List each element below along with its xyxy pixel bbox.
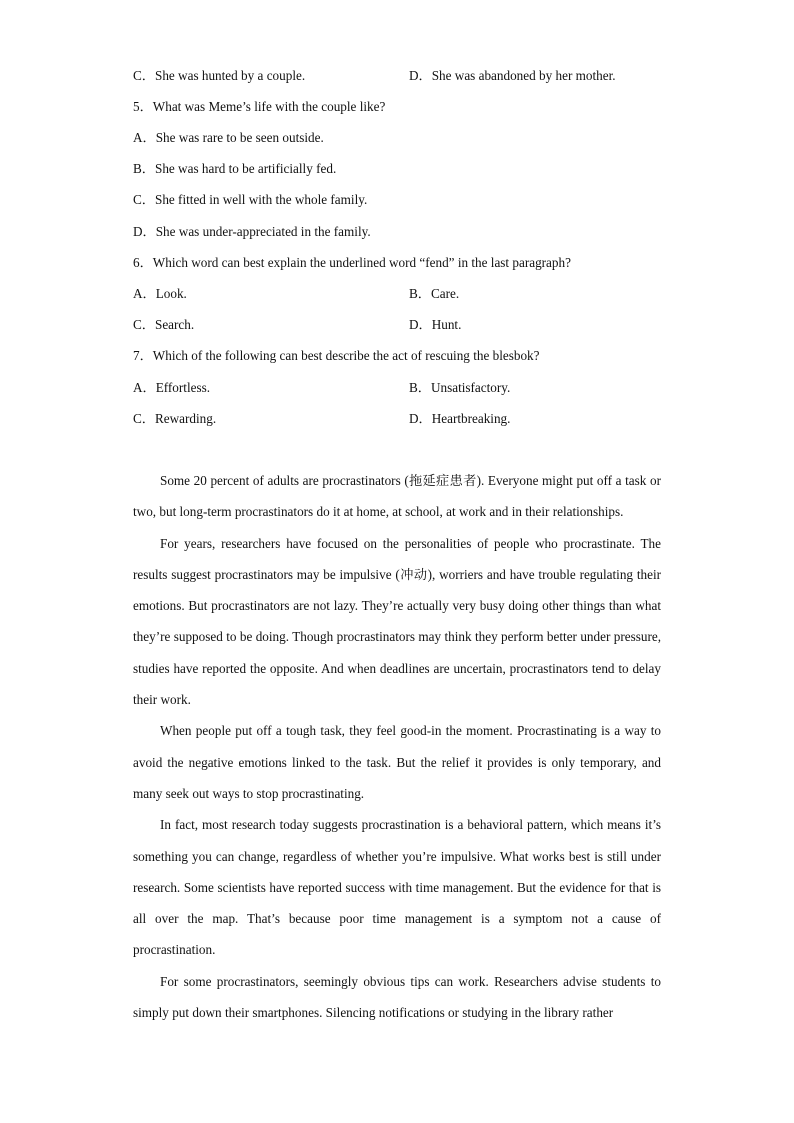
q7-option-c: C．Rewarding. [133, 411, 217, 426]
q5-stem: 5．What was Meme’s life with the couple like? [133, 99, 386, 114]
q6-option-d: D．Hunt. [409, 317, 462, 332]
q4-option-c: C．She was hunted by a couple. [133, 68, 306, 83]
q7-option-d: D．Heartbreaking. [409, 411, 511, 426]
q6-stem: 6．Which word can best explain the underlined word “fend” in the last paragraph? [133, 255, 571, 270]
q5-option-b: B．She was hard to be artificially fed. [133, 161, 337, 176]
q7-option-a: A．Effortless. [133, 380, 211, 395]
passage-paragraph-5: For some procrastinators, seemingly obvious tips can work. Researchers advise students to simply put down their smartphones. Silencing notifications or studying in the library rather [133, 973, 661, 1021]
passage-paragraph-3: When people put off a tough task, they feel good-in the moment. Procrastinating is a way to avoid the negative emotions linked to the task. But the relief it provides is only temporary, and many seek out ways to stop procrastinating. [133, 723, 661, 801]
reading-passage [133, 465, 661, 1028]
passage-paragraph-1: Some 20 percent of adults are procrastinators (拖延症患者). Everyone might put off a task or two, but long-term procrastinators do it at home, at school, at work and in their relationships. [133, 473, 661, 520]
passage-paragraph-4: In fact, most research today suggests procrastination is a behavioral pattern, which means it’s something you can change, regardless of whether you’re impulsive. What works best is still under research. Some scientists have reported success with time management. But the evidence for that is all over the map. That’s because poor time management is a symptom not a cause of procrastination. [133, 817, 661, 958]
q4-option-d: D．She was abandoned by her mother. [409, 68, 616, 83]
q6-option-b: B．Care. [409, 286, 460, 301]
q7-option-b: B．Unsatisfactory. [409, 380, 511, 395]
q6-option-c: C．Search. [133, 317, 195, 332]
passage-paragraph-2: For years, researchers have focused on the personalities of people who procrastinate. The results suggest procrastinators may be impulsive (冲动), worriers and have trouble regulating their emotions. But procrastinators are not lazy. They’re actually very busy doing other things than what they’re supposed to be doing. Though procrastinators may think they perform better under pressure, studies have reported the opposite. And when deadlines are uncertain, procrastinators tend to delay their work. [133, 535, 661, 708]
q7-stem: 7．Which of the following can best describe the act of rescuing the blesbok? [133, 348, 540, 363]
q6-option-a: A．Look. [133, 286, 187, 301]
q5-option-c: C．She fitted in well with the whole family. [133, 192, 368, 207]
q5-option-a: A．She was rare to be seen outside. [133, 130, 324, 145]
q5-option-d: D．She was under-appreciated in the family. [133, 224, 371, 239]
